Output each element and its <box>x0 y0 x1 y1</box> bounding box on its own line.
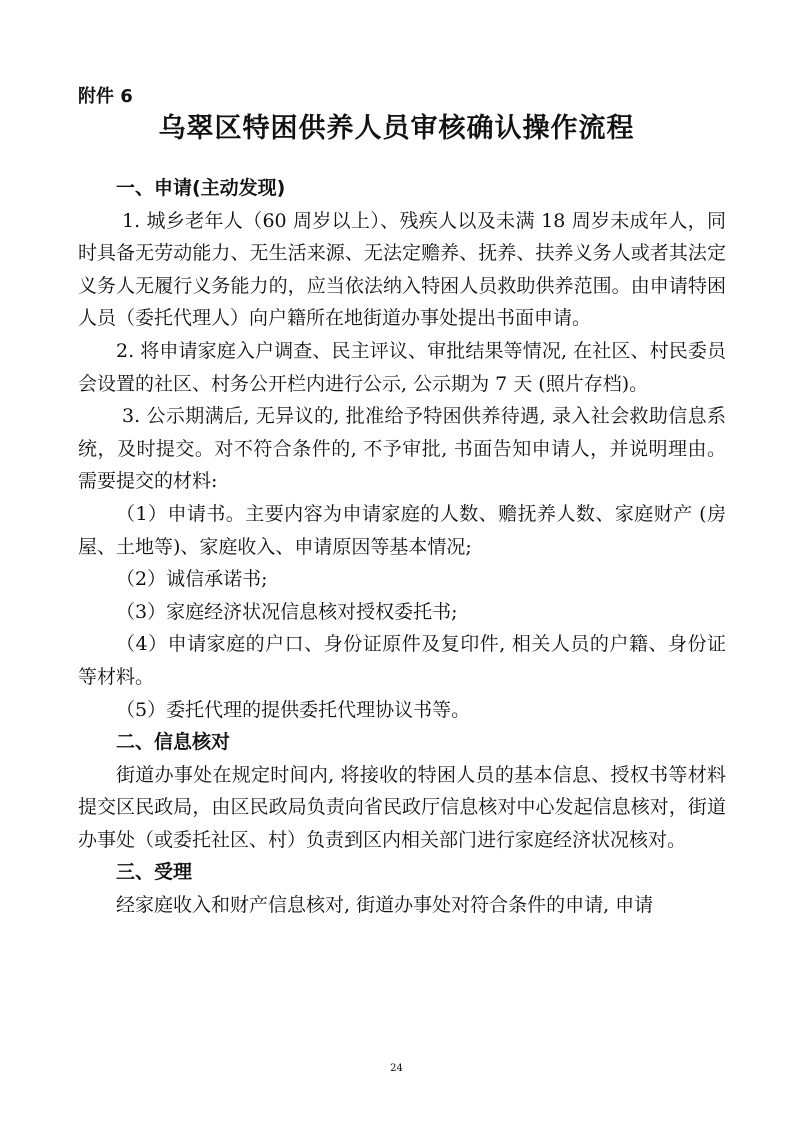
paragraph-approval: 3. 公示期满后, 无异议的, 批准给予特困供养待遇, 录入社会救助信息系统，及时提交。对不符合条件的, 不予审批, 书面告知申请人，并说明理由。需要提交的材料: <box>78 405 726 493</box>
section-heading-verification: 二、信息核对 <box>116 731 231 754</box>
section-heading-acceptance: 三、受理 <box>116 861 193 884</box>
material-item-application-letter: （1）申请书。主要内容为申请家庭的人数、赡抚养人数、家庭财产 (房屋、土地等)、家庭收入、申请原因等基本情况; <box>78 502 726 558</box>
document-body <box>78 172 726 922</box>
paragraph-verification: 街道办事处在规定时间内, 将接收的特困人员的基本信息、授权书等材料提交区民政局，由区民政局负责向省民政厅信息核对中心发起信息核对，街道办事处（或委托社区、村）负责到区内相关部门进行家庭经济状况核对。 <box>78 763 726 851</box>
paragraph-eligibility: 1. 城乡老年人（60 周岁以上）、残疾人以及未满 18 周岁未成年人，同时具备无劳动能力、无生活来源、无法定赡养、抚养、扶养义务人或者其法定义务人无履行义务能力的，应当依法纳入特困人员救助供养范围。由申请特困人员（委托代理人）向户籍所在地街道办事处提出书面申请。 <box>78 209 726 330</box>
material-item-id-documents: （4）申请家庭的户口、身份证原件及复印件, 相关人员的户籍、身份证等材料。 <box>78 633 726 688</box>
document-title: 乌翠区特困供养人员审核确认操作流程 <box>158 113 635 144</box>
paragraph-publicity: 2. 将申请家庭入户调查、民主评议、审批结果等情况, 在社区、村民委员会设置的社区、村务公开栏内进行公示, 公示期为 7 天 (照片存档)。 <box>78 339 726 395</box>
paragraph-acceptance: 经家庭收入和财产信息核对, 街道办事处对符合条件的申请, 申请 <box>116 894 654 917</box>
attachment-label: 附件 6 <box>78 86 133 107</box>
section-heading-application: 一、申请(主动发现) <box>116 177 286 199</box>
material-item-integrity-pledge: （2）诚信承诺书; <box>116 568 268 591</box>
material-item-authorization: （3）家庭经济状况信息核对授权委托书; <box>116 600 458 623</box>
page-number: 24 <box>390 1063 403 1074</box>
material-item-agency-agreement: （5）委托代理的提供委托代理协议书等。 <box>116 698 471 721</box>
